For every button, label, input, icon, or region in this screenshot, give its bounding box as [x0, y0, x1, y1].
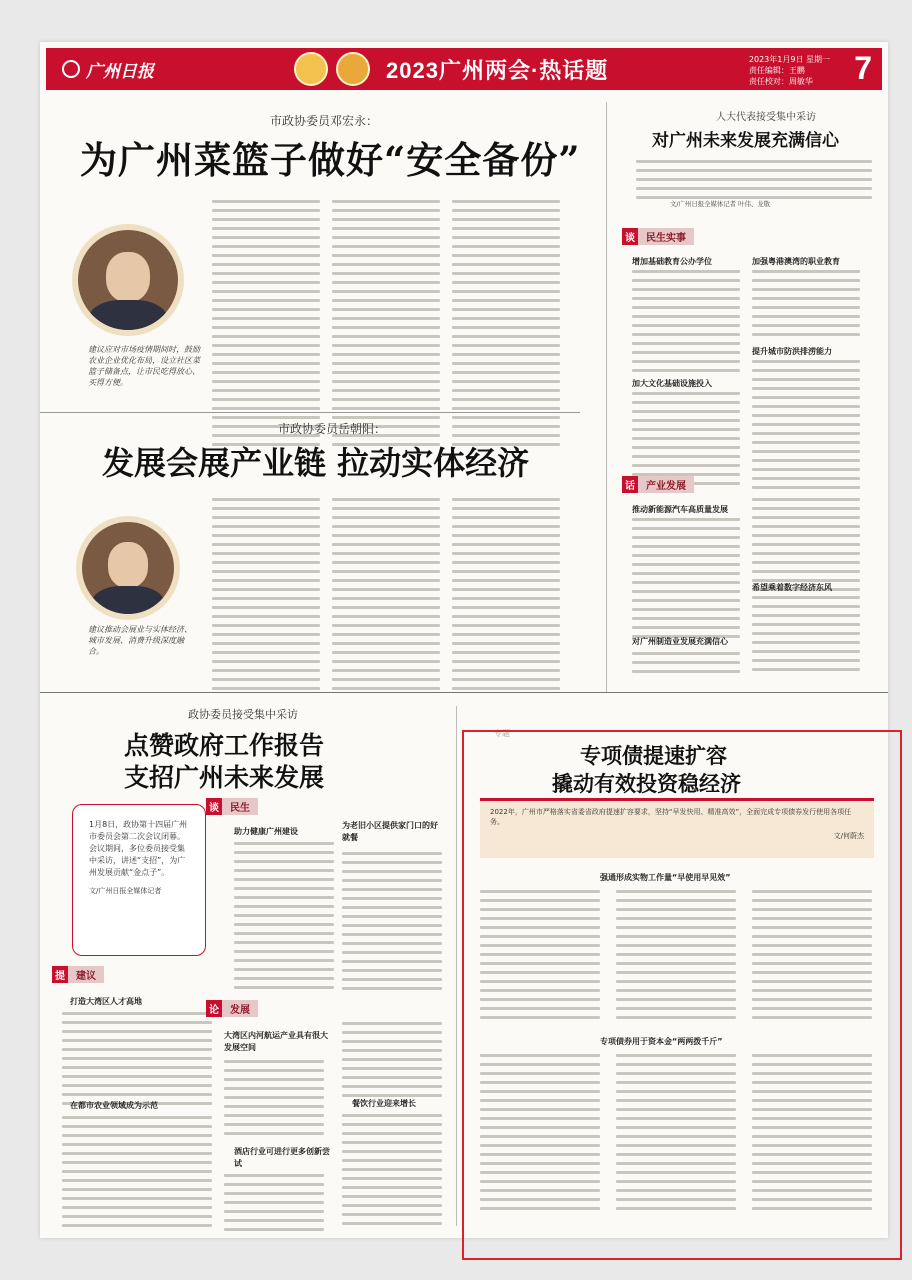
tag-industry — [622, 476, 694, 492]
story4-col2-c — [342, 1114, 442, 1231]
column-divider — [606, 102, 607, 692]
tag-label: 建议 — [68, 966, 104, 983]
story3-headline: 对广州未来发展充满信心 — [652, 131, 839, 151]
story3-col2-a — [752, 270, 860, 342]
story1-headline: 为广州菜篮子做好“安全备份” — [80, 138, 581, 182]
section-divider — [40, 412, 580, 413]
story5-headline-1: 专项债提速扩容 — [580, 743, 727, 768]
page-number: 7 — [854, 50, 872, 86]
story5-lead-text: 2022年，广州市严格落实省委省政府提速扩容要求，坚持“早发快用、精准高效”，全面完成专项债券发行使用各项任务。 — [490, 808, 852, 826]
story3-sub3: 加大文化基础设施投入 — [632, 379, 712, 388]
story3-sub7: 希望乘着数字经济东风 — [752, 583, 832, 592]
story4-headline-1: 点赞政府工作报告 — [124, 731, 325, 760]
story1-caption: 建议应对市场疫情期间时，鼓励农业企业优化布局，设立社区菜篮子储备点，让市民吃得放心、买得方便。 — [88, 345, 200, 387]
story4-col0-a — [62, 1012, 212, 1111]
story4-col2-b — [342, 1022, 442, 1103]
story4-col1-b — [224, 1060, 324, 1141]
tag-badge: 提 — [52, 966, 68, 983]
tag-suggestion — [52, 966, 104, 982]
story2-body-col1 — [212, 498, 320, 696]
story1-kicker: 市政协委员邓宏永： — [270, 114, 379, 128]
tag-badge: 论 — [206, 1000, 222, 1017]
story5-sub2: 专项债券用于资本金“两两拨千斤” — [600, 1037, 723, 1046]
proofreader: 责任校对：周敏华 — [748, 77, 813, 86]
column-divider-2 — [456, 706, 457, 1226]
story4-headline-2: 支招广州未来发展 — [124, 763, 325, 792]
story3-col1-c — [632, 518, 740, 644]
story4-box-credit: 文/广州日报全媒体记者 — [89, 887, 162, 895]
highlight-frame — [462, 730, 902, 1260]
story5-headline-2: 撬动有效投资稳经济 — [552, 771, 741, 796]
tag-badge: 谈 — [206, 798, 222, 815]
editor: 责任编辑：王鹏 — [748, 66, 805, 75]
story5-tag: 专题 — [494, 729, 510, 738]
emblem-icon — [294, 52, 328, 86]
tag-livelihood-2 — [206, 798, 258, 814]
story1-body-col3 — [452, 200, 560, 452]
logo-text: 广州日报 — [86, 61, 154, 81]
story3-sub2: 加强粤港澳湾的职业教育 — [752, 257, 840, 266]
story2-headline: 发展会展产业链 拉动实体经济 — [102, 444, 530, 482]
tag-label: 发展 — [222, 1000, 258, 1017]
story2-caption: 建议推动会展业与实体经济、城市发展、消费升级深度融合。 — [88, 625, 192, 656]
section-divider-2 — [40, 692, 888, 693]
story4-col1-c — [224, 1174, 324, 1237]
tag-label: 民生实事 — [638, 228, 694, 245]
story3-col1-a — [632, 270, 740, 378]
story4-intro-box — [72, 804, 206, 956]
story3-col1-d — [632, 652, 740, 679]
portrait-photo — [72, 224, 184, 336]
story3-col2-b — [752, 360, 860, 495]
story4-col2-a — [342, 852, 442, 996]
story4-col1-a — [234, 842, 334, 995]
story3-sub1: 增加基础教育公办学位 — [632, 257, 712, 266]
tag-label: 民生 — [222, 798, 258, 815]
story5-credit: 文/何蔚杰 — [833, 832, 864, 840]
story3-kicker: 人大代表接受集中采访 — [716, 112, 816, 123]
story4-kicker: 政协委员接受集中采访 — [188, 708, 298, 721]
story4-sub6: 餐饮行业迎来增长 — [352, 1099, 416, 1108]
story5-sub1: 强通形成实物工作量“早使用早见效” — [600, 873, 731, 882]
story1-body-col2 — [332, 200, 440, 452]
emblem-icon-2 — [336, 52, 370, 86]
tag-label: 产业发展 — [638, 476, 694, 493]
issue-date: 2023年1月9日 星期一 — [748, 55, 830, 64]
logo-icon — [62, 60, 80, 78]
story2-body-col3 — [452, 498, 560, 696]
story4-sub4: 在都市农业领域成为示范 — [70, 1101, 158, 1110]
story2-body-col2 — [332, 498, 440, 696]
tag-badge: 话 — [622, 476, 638, 493]
newspaper-logo — [46, 57, 246, 82]
tag-livelihood — [622, 228, 694, 244]
tag-badge: 谈 — [622, 228, 638, 245]
story3-intro — [636, 160, 872, 205]
story2-kicker: 市政协委员岳朝阳： — [278, 422, 387, 436]
story4-col0-b — [62, 1116, 212, 1233]
story3-sub5: 推动新能源汽车高质量发展 — [632, 505, 728, 514]
story3-sub6: 对广州制造业发展充满信心 — [632, 637, 728, 646]
masthead — [46, 48, 882, 90]
story4-sub2: 为老旧小区提供家门口的好就餐 — [342, 821, 438, 842]
issue-meta — [749, 54, 830, 87]
section-title: 2023广州两会·热话题 — [386, 58, 609, 83]
story3-col2-d — [752, 596, 860, 677]
story4-sub3: 打造大湾区人才高地 — [70, 997, 142, 1006]
story3-credit: 文/广州日报全媒体记者 叶伟、龙敬 — [670, 200, 771, 208]
story4-box-text: 1月8日，政协第十四届广州市委员会第二次会议闭幕。会议期间，多位委员接受集中采访，讲述“支招”，为广州发展贡献“金点子”。 — [89, 820, 188, 877]
portrait-photo-2 — [76, 516, 180, 620]
story1-body-col1 — [212, 200, 320, 452]
story3-sub4: 提升城市防洪排涝能力 — [752, 347, 832, 356]
tag-development — [206, 1000, 258, 1016]
story4-sub5: 大湾区内河航运产业具有很大发展空间 — [224, 1031, 328, 1052]
story4-sub7: 酒店行业可进行更多创新尝试 — [234, 1147, 330, 1168]
story4-sub1: 助力健康广州建设 — [234, 827, 298, 836]
